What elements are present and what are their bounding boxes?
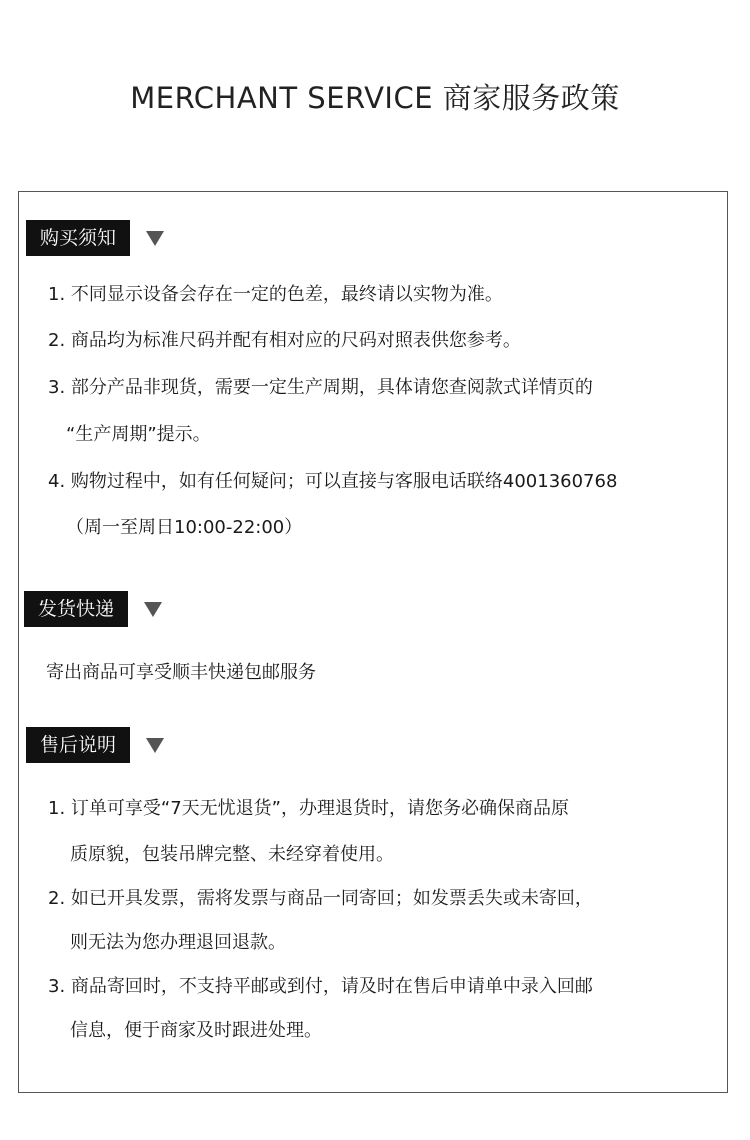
section-header-shipping bbox=[24, 591, 162, 627]
triangle-down-icon bbox=[144, 602, 162, 617]
page-title: MERCHANT SERVICE 商家服务政策 bbox=[130, 81, 620, 115]
triangle-down-icon bbox=[146, 738, 164, 753]
section-label-after-sales: 售后说明 bbox=[26, 727, 130, 763]
section-header-purchase bbox=[26, 220, 164, 256]
after-sales-line-3-cont: 信息，便于商家及时跟进处理。 bbox=[70, 1020, 322, 1041]
purchase-line-2: 2. 商品均为标准尺码并配有相对应的尺码对照表供您参考。 bbox=[48, 330, 521, 351]
purchase-line-1: 1. 不同显示设备会存在一定的色差，最终请以实物为准。 bbox=[48, 284, 503, 305]
section-label-shipping: 发货快递 bbox=[24, 591, 128, 627]
purchase-line-3: 3. 部分产品非现货，需要一定生产周期，具体请您查阅款式详情页的 bbox=[48, 377, 593, 398]
after-sales-line-1: 1. 订单可享受“7天无忧退货”，办理退货时，请您务必确保商品原 bbox=[48, 798, 569, 819]
after-sales-line-3: 3. 商品寄回时，不支持平邮或到付，请及时在售后申请单中录入回邮 bbox=[48, 976, 593, 997]
policy-box bbox=[18, 191, 728, 1093]
purchase-line-4: 4. 购物过程中，如有任何疑问；可以直接与客服电话联络4001360768 bbox=[48, 471, 618, 492]
section-header-after-sales bbox=[26, 727, 164, 763]
section-label-purchase: 购买须知 bbox=[26, 220, 130, 256]
triangle-down-icon bbox=[146, 231, 164, 246]
purchase-line-4-cont: （周一至周日10:00-22:00） bbox=[66, 517, 303, 538]
after-sales-line-2-cont: 则无法为您办理退回退款。 bbox=[70, 932, 286, 953]
purchase-line-3-cont: “生产周期”提示。 bbox=[66, 424, 211, 445]
after-sales-line-1-cont: 质原貌，包装吊牌完整、未经穿着使用。 bbox=[70, 844, 394, 865]
shipping-line-1: 寄出商品可享受顺丰快递包邮服务 bbox=[46, 662, 316, 683]
after-sales-line-2: 2. 如已开具发票，需将发票与商品一同寄回；如发票丢失或未寄回， bbox=[48, 888, 593, 909]
